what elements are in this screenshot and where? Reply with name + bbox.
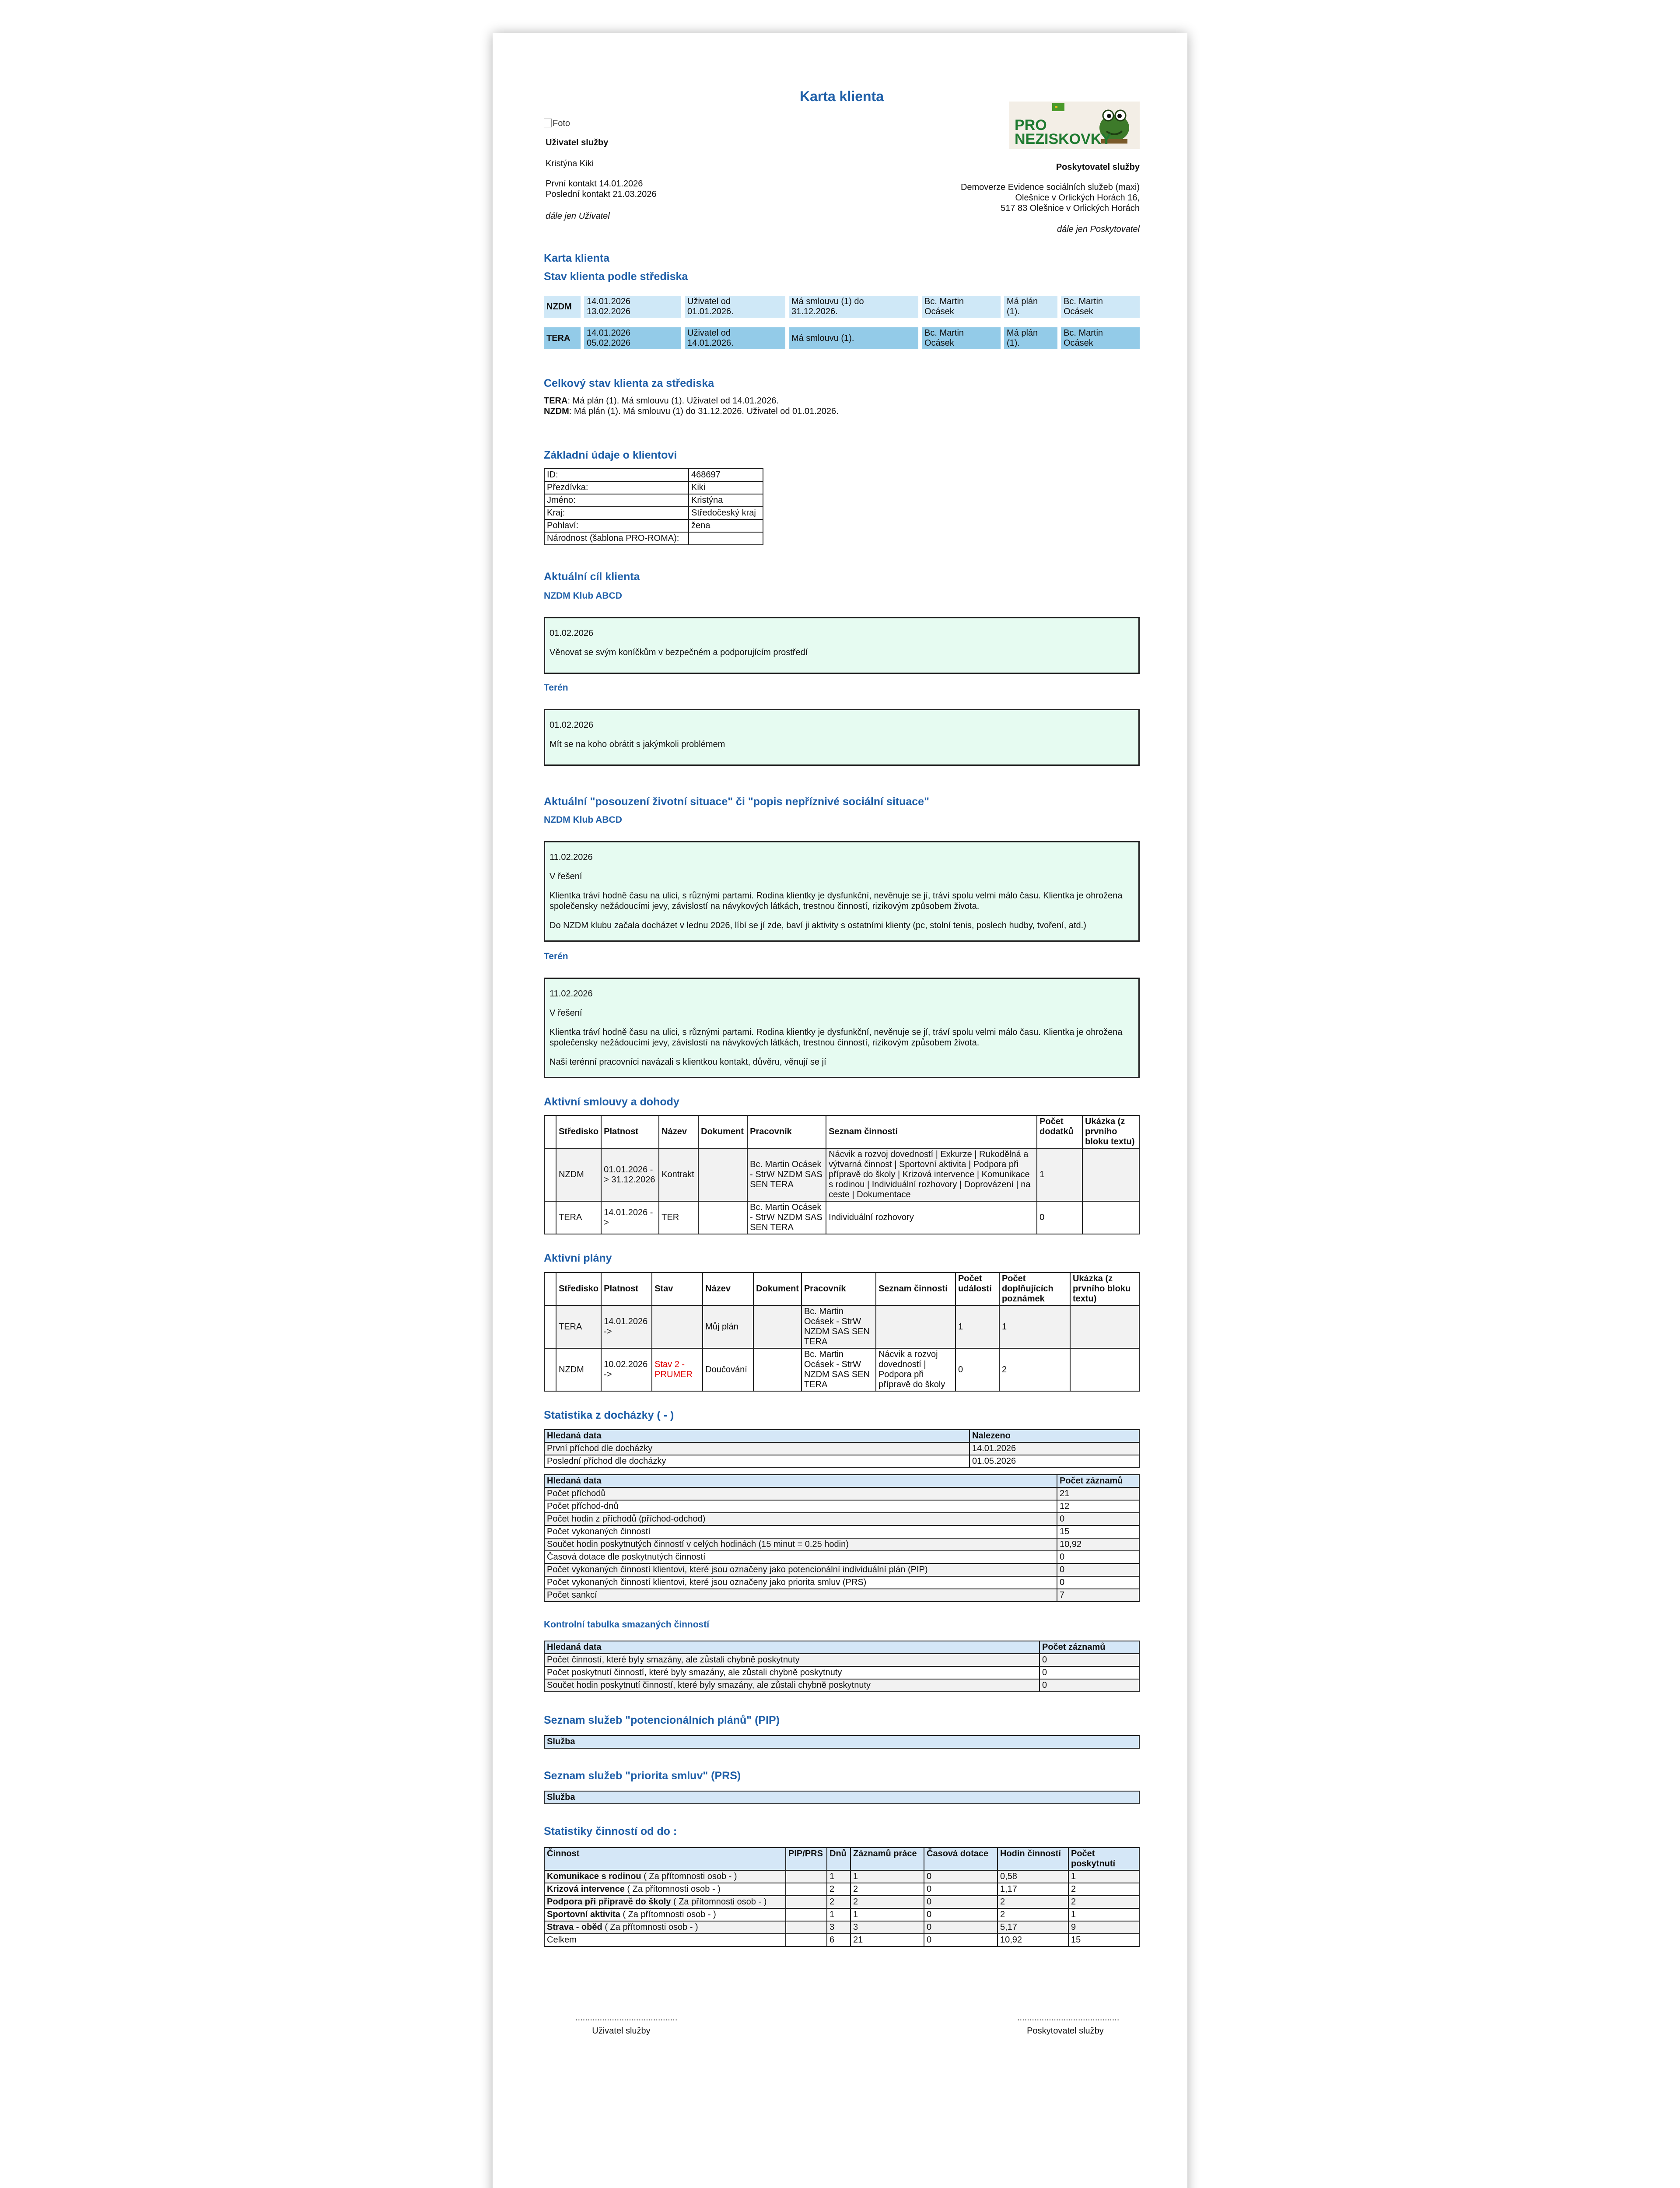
section-card-title: Karta klienta xyxy=(544,252,610,264)
status-plan: Má plán (1). xyxy=(1004,296,1057,318)
status-worker: Bc. Martin Ocásek xyxy=(922,327,1001,349)
table-row: ID: 468697 xyxy=(544,469,763,481)
situation-center: NZDM Klub ABCD xyxy=(544,815,622,825)
status-worker: Bc. Martin Ocásek xyxy=(922,296,1001,318)
deleted-activities-table xyxy=(544,1641,1140,1692)
signature-block xyxy=(544,2013,1140,2100)
section-prs-title: Seznam služeb "priorita smluv" (PRS) xyxy=(544,1770,741,1782)
page-title: Karta klienta xyxy=(799,88,884,104)
table-total-row: Celkem 6 21 0 10,92 15 xyxy=(544,1934,1139,1946)
prs-table xyxy=(544,1791,1140,1804)
situation-center: Terén xyxy=(544,951,568,961)
table-row: Strava - oběd ( Za přítomnosti osob - ) 3 3 0 5,17 9 xyxy=(544,1921,1139,1934)
status-code: TERA xyxy=(544,327,581,349)
section-stats-title: Statistiky činností od do : xyxy=(544,1825,677,1837)
table-row: Součet hodin poskytnutí činností, které byly smazány, ale zůstali chybně poskytnuty 0 xyxy=(544,1679,1139,1692)
section-plans-title: Aktivní plány xyxy=(544,1252,612,1264)
status-plan: Má plán (1). xyxy=(1004,327,1057,349)
provider-logo xyxy=(1009,102,1140,149)
user-heading: Uživatel služby xyxy=(546,138,609,147)
table-row: Počet hodin z příchodů (příchod-odchod) 0 xyxy=(544,1513,1139,1525)
provider-heading: Poskytovatel služby xyxy=(1056,162,1140,172)
table-row: Kraj: Středočeský kraj xyxy=(544,507,763,519)
status-row-tera xyxy=(544,327,1140,349)
table-header-row: Služba xyxy=(544,1736,1139,1748)
provider-line3: 517 83 Olešnice v Orlických Horách xyxy=(1001,203,1140,213)
table-header-row: Hledaná data Počet záznamů xyxy=(544,1475,1139,1487)
provider-note: dále jen Poskytovatel xyxy=(1057,224,1140,234)
user-name: Kristýna Kiki xyxy=(546,159,594,168)
provider-signature: .......................................... Poskytovatel služby xyxy=(1017,2013,1120,2036)
table-row: Časová dotace dle poskytnutých činností 0 xyxy=(544,1551,1139,1564)
document-content xyxy=(544,33,1140,2100)
attendance-dates-table xyxy=(544,1429,1140,1468)
table-row: TERA 14.01.2026 -> Můj plán Bc. Martin Ocásek - StrW NZDM SAS SEN TERA 1 1 xyxy=(545,1305,1140,1348)
document-page xyxy=(493,33,1187,2188)
status-worker: Bc. Martin Ocásek xyxy=(1061,327,1140,349)
logo-text-bottom: NEZISKOVKY xyxy=(1015,131,1112,147)
status-dates: 14.01.2026 05.02.2026 xyxy=(584,327,681,349)
table-row: NZDM 10.02.2026 -> Stav 2 - PRUMER Doučování Bc. Martin Ocásek - StrW NZDM SAS SEN TERA Nácvik a rozvoj dovedností | Podpora při přípravě do školy 0 2 xyxy=(545,1348,1140,1391)
goal-box: 01.02.2026 Věnovat se svým koníčkům v bezpečném a podporujícím prostředí xyxy=(544,617,1140,674)
table-row: Krizová intervence ( Za přítomnosti osob - ) 2 2 0 1,17 2 xyxy=(544,1883,1139,1896)
status-code: NZDM xyxy=(544,296,581,318)
table-row: Počet příchod-dnů 12 xyxy=(544,1500,1139,1513)
table-row: Počet sankcí 7 xyxy=(544,1589,1139,1602)
table-row: Pohlaví: žena xyxy=(544,519,763,532)
table-row: NZDM 01.01.2026 - > 31.12.2026 Kontrakt Bc. Martin Ocásek - StrW NZDM SAS SEN TERA Nácvik a rozvoj dovedností | Exkurze | Rukodělná a výtvarná činnost | Sportovní aktivita | Podpora při přípravě do školy | Krizová intervence | Komunikace s rodinou | Individuální rozhovory | Doprovázení | na ceste | Dokumentace 1 xyxy=(545,1148,1140,1201)
table-row: TERA 14.01.2026 - > TER Bc. Martin Ocásek - StrW NZDM SAS SEN TERA Individuální rozhovory 0 xyxy=(545,1201,1140,1234)
provider-line2: Olešnice v Orlických Horách 16, xyxy=(1015,193,1140,203)
status-contract: Má smlouvu (1). xyxy=(789,327,918,349)
situation-box: 11.02.2026 V řešení Klientka tráví hodně času na ulici, s různými partami. Rodina klientky je dysfunkční, nevěnuje se jí, tráví spolu velmi málo času. Klientka je ohrožena společensky nežádoucími jevy, závislostí na návykových látkách, trestnou činností, rizikovým způsobem života. Naši terénní pracovníci navázali s klientkou kontakt, důvěru, věnují se jí xyxy=(544,978,1140,1078)
status-user: Uživatel od 14.01.2026. xyxy=(685,327,785,349)
plan-status: Stav 2 - PRUMER xyxy=(652,1348,703,1391)
goal-center: NZDM Klub ABCD xyxy=(544,591,622,601)
status-table xyxy=(544,296,1140,349)
table-header-row: Činnost PIP/PRS Dnů Záznamů práce Časová dotace Hodin činností Počet poskytnutí xyxy=(544,1848,1139,1870)
goal-box: 01.02.2026 Mít se na koho obrátit s jakýmkoli problémem xyxy=(544,709,1140,766)
table-row: Sportovní aktivita ( Za přítomnosti osob - ) 1 1 0 2 1 xyxy=(544,1908,1139,1921)
last-contact: Poslední kontakt 21.03.2026 xyxy=(546,189,657,199)
plans-table xyxy=(544,1272,1140,1392)
table-header-row: Středisko Platnost Název Dokument Pracovník Seznam činností Počet dodatků Ukázka (z prvního bloku textu) xyxy=(545,1115,1140,1148)
table-row: První příchod dle docházky 14.01.2026 xyxy=(544,1442,1139,1455)
attendance-counts-table xyxy=(544,1474,1140,1602)
section-pip-title: Seznam služeb "potencionálních plánů" (PIP) xyxy=(544,1714,780,1726)
provider-line1: Demoverze Evidence sociálních služeb (maxi) xyxy=(960,182,1140,192)
table-row: Národnost (šablona PRO-ROMA): xyxy=(544,532,763,545)
section-deleted-title: Kontrolní tabulka smazaných činností xyxy=(544,1620,710,1630)
status-row-nzdm xyxy=(544,296,1140,318)
table-header-row: Středisko Platnost Stav Název Dokument Pracovník Seznam činností Počet událostí Počet doplňujících poznámek Ukázka (z prvního bloku textu) xyxy=(545,1273,1140,1305)
table-row: Jméno: Kristýna xyxy=(544,494,763,507)
situation-box: 11.02.2026 V řešení Klientka tráví hodně času na ulici, s různými partami. Rodina klientky je dysfunkční, nevěnuje se jí, tráví spolu velmi málo času. Klientka je ohrožena společensky nežádoucími jevy, závislostí na návykových látkách, trestnou činností, rizikovým způsobem života. Do NZDM klubu začala docházet v lednu 2026, líbí se jí zde, baví ji aktivity s ostatními klienty (pc, stolní tenis, poslech hudby, tvoření, atd.) xyxy=(544,841,1140,942)
status-dates: 14.01.2026 13.02.2026 xyxy=(584,296,681,318)
overall-line: TERA: Má plán (1). Má smlouvu (1). Uživatel od 14.01.2026. xyxy=(544,396,779,406)
section-situation-title: Aktuální "posouzení životní situace" či "popis nepříznivé sociální situace" xyxy=(544,796,929,808)
photo-alt-text: Foto xyxy=(553,119,570,128)
table-row: Přezdívka: Kiki xyxy=(544,481,763,494)
user-note: dále jen Uživatel xyxy=(546,211,610,221)
table-row: Počet příchodů 21 xyxy=(544,1487,1139,1500)
section-basic-title: Základní údaje o klientovi xyxy=(544,449,677,461)
table-row: Počet vykonaných činností 15 xyxy=(544,1525,1139,1538)
table-row: Počet vykonaných činností klientovi, které jsou označeny jako potencionální individuální plán (PIP) 0 xyxy=(544,1564,1139,1576)
photo-placeholder xyxy=(544,118,570,129)
section-status-title: Stav klienta podle střediska xyxy=(544,270,688,283)
overall-line: NZDM: Má plán (1). Má smlouvu (1) do 31.12.2026. Uživatel od 01.01.2026. xyxy=(544,407,839,416)
table-row: Komunikace s rodinou ( Za přítomnosti osob - ) 1 1 0 0,58 1 xyxy=(544,1870,1139,1883)
table-header-row: Hledaná data Počet záznamů xyxy=(544,1641,1139,1654)
first-contact: První kontakt 14.01.2026 xyxy=(546,179,643,189)
logo-text-top: PRO xyxy=(1015,117,1047,133)
activity-stats-table xyxy=(544,1847,1140,1947)
section-attendance-title: Statistika z docházky ( - ) xyxy=(544,1409,674,1421)
user-signature: .......................................... Uživatel služby xyxy=(575,2013,678,2036)
overall-list xyxy=(544,396,1140,417)
table-header-row: Hledaná data Nalezeno xyxy=(544,1430,1139,1442)
table-header-row: Služba xyxy=(544,1791,1139,1804)
header-block xyxy=(544,102,1140,277)
status-user: Uživatel od 01.01.2026. xyxy=(685,296,785,318)
section-contracts-title: Aktivní smlouvy a dohody xyxy=(544,1096,679,1108)
contracts-table xyxy=(544,1115,1140,1234)
broken-image-icon xyxy=(544,119,552,127)
table-row: Podpora při přípravě do školy ( Za přítomnosti osob - ) 2 2 0 2 2 xyxy=(544,1896,1139,1908)
table-row: Počet činností, které byly smazány, ale zůstali chybně poskytnuty 0 xyxy=(544,1654,1139,1666)
status-worker: Bc. Martin Ocásek xyxy=(1061,296,1140,318)
table-row: Poslední příchod dle docházky 01.05.2026 xyxy=(544,1455,1139,1468)
goal-center: Terén xyxy=(544,683,568,693)
section-overall-title: Celkový stav klienta za střediska xyxy=(544,377,714,389)
table-row: Počet vykonaných činností klientovi, které jsou označeny jako priorita smluv (PRS) 0 xyxy=(544,1576,1139,1589)
table-row: Součet hodin poskytnutých činností v celých hodinách (15 minut = 0.25 hodin) 10,92 xyxy=(544,1538,1139,1551)
status-contract: Má smlouvu (1) do 31.12.2026. xyxy=(789,296,918,318)
basic-info-table xyxy=(544,468,763,545)
pip-table xyxy=(544,1735,1140,1749)
table-row: Počet poskytnutí činností, které byly smazány, ale zůstali chybně poskytnuty 0 xyxy=(544,1666,1139,1679)
section-goal-title: Aktuální cíl klienta xyxy=(544,571,640,583)
